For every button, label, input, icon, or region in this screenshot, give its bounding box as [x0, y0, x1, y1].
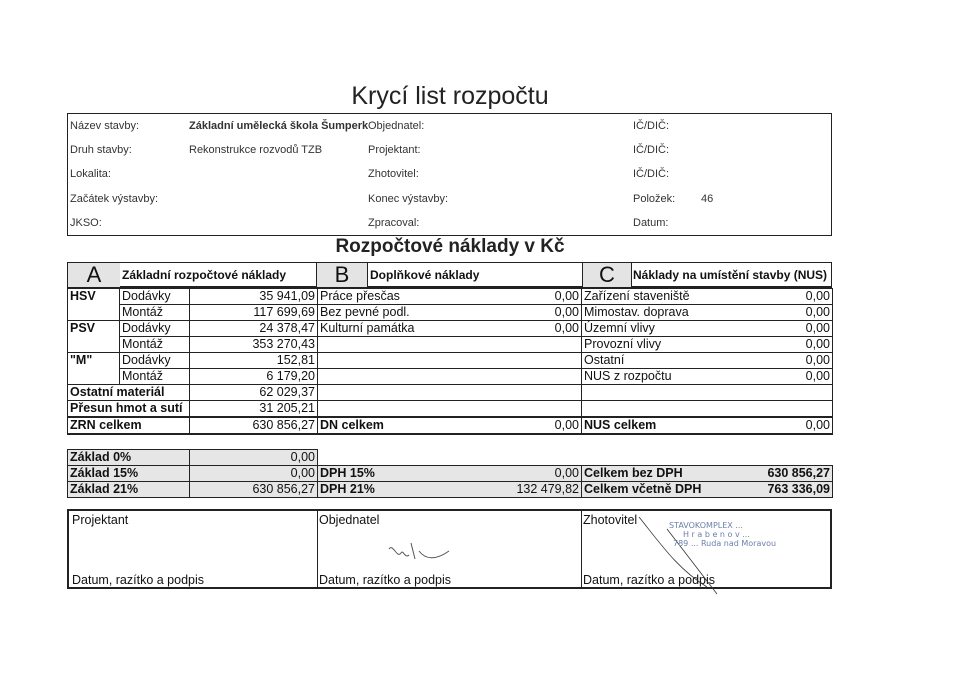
zhotovitel-signature-title: Zhotovitel: [583, 513, 638, 527]
b-value: 0,00: [450, 305, 582, 321]
jkso-label: JKSO:: [70, 217, 102, 229]
objednatel-signature-title: Objednatel: [319, 513, 380, 527]
costs-subtitle: Rozpočtové náklady v Kč: [335, 236, 565, 257]
zaklad0-label: Základ 0%: [68, 450, 190, 466]
dph21-label: DPH 21%: [318, 482, 450, 498]
table-row: [68, 401, 833, 418]
vcetne-dph-label: Celkem včetně DPH: [582, 482, 708, 498]
bez-dph-value: 630 856,27: [708, 466, 833, 482]
c-label: Zařízení staveniště: [582, 289, 664, 305]
table-row: [68, 482, 833, 498]
c-value: 0,00: [664, 305, 833, 321]
zhotovitel-label: Zhotovitel:: [368, 168, 419, 180]
page-title: Krycí list rozpočtu: [351, 82, 549, 110]
b-label: [318, 337, 450, 353]
signature-section: [67, 509, 832, 589]
b-value: [450, 337, 582, 353]
b-value: [450, 353, 582, 369]
table-row: [68, 337, 833, 353]
tax-table: [67, 449, 833, 498]
objednatel-signature-footer: Datum, razítko a podpis: [319, 573, 452, 587]
table-row: [68, 385, 833, 401]
row-label: Montáž: [120, 337, 190, 353]
c-value: 0,00: [664, 353, 833, 369]
row-label: Montáž: [120, 305, 190, 321]
section-b-letter: B: [316, 263, 368, 287]
presun-label: Přesun hmot a sutí: [68, 401, 190, 418]
zaklad21-label: Základ 21%: [68, 482, 190, 498]
zhotovitel-signature-footer: Datum, razítko a podpis: [583, 573, 716, 587]
dn-label: DN celkem: [318, 417, 450, 434]
presun-value: 31 205,21: [190, 401, 318, 418]
section-b-label: Doplňkové náklady: [370, 268, 480, 282]
table-row: [68, 466, 833, 482]
group-label: [68, 369, 120, 385]
zaklad0-value: 0,00: [190, 450, 318, 466]
c-value: 0,00: [664, 289, 833, 305]
nus-label: NUS celkem: [582, 417, 664, 434]
handwritten-signature: [385, 529, 455, 569]
polozek-label: Položek:: [633, 193, 676, 205]
c-label: Mimostav. doprava: [582, 305, 664, 321]
nazev-value: Základní umělecká škola Šumperk: [189, 120, 369, 132]
zaklad15-value: 0,00: [190, 466, 318, 482]
row-label: Dodávky: [120, 321, 190, 337]
b-label: Kulturní památka: [318, 321, 450, 337]
header-box: [67, 113, 832, 236]
zaklad15-label: Základ 15%: [68, 466, 190, 482]
datum-label: Datum:: [633, 217, 669, 229]
konec-label: Konec výstavby:: [368, 193, 449, 205]
zrn-value: 630 856,27: [190, 417, 318, 434]
table-row: [68, 305, 833, 321]
druh-value: Rekonstrukce rozvodů TZB: [189, 144, 323, 156]
zrn-label: ZRN celkem: [68, 417, 190, 434]
c-label: NUS z rozpočtu: [582, 369, 664, 385]
objednatel-label: Objednatel:: [368, 120, 425, 132]
row-value: 353 270,43: [190, 337, 318, 353]
lokalita-label: Lokalita:: [70, 168, 111, 180]
cost-table: [67, 288, 833, 435]
ico1-label: IČ/DIČ:: [633, 120, 670, 132]
b-value: [450, 369, 582, 385]
row-value: 35 941,09: [190, 289, 318, 305]
totals-row: [68, 417, 833, 434]
b-value: 0,00: [450, 321, 582, 337]
b-label: Bez pevné podl.: [318, 305, 450, 321]
section-header-row: [67, 262, 832, 288]
stamp-line: STAVOKOMPLEX ...: [669, 521, 743, 530]
ico2-label: IČ/DIČ:: [633, 144, 670, 156]
c-label: Územní vlivy: [582, 321, 664, 337]
zacatek-label: Začátek výstavby:: [70, 193, 159, 205]
row-label: Dodávky: [120, 289, 190, 305]
druh-label: Druh stavby:: [70, 144, 132, 156]
table-row: [68, 450, 833, 466]
projektant-signature-footer: Datum, razítko a podpis: [72, 573, 205, 587]
dph21-value: 132 479,82: [450, 482, 582, 498]
c-label: Provozní vlivy: [582, 337, 664, 353]
section-c-letter: C: [582, 263, 632, 287]
row-value: 24 378,47: [190, 321, 318, 337]
section-a-label: Základní rozpočtové náklady: [122, 268, 287, 282]
row-label: Dodávky: [120, 353, 190, 369]
polozek-value: 46: [701, 193, 714, 205]
c-value: 0,00: [664, 369, 833, 385]
stamp-line: 789 ... Ruda nad Moravou: [673, 539, 777, 548]
table-row: [68, 321, 833, 337]
table-row: [68, 353, 833, 369]
dph15-value: 0,00: [450, 466, 582, 482]
group-label: [68, 337, 120, 353]
c-value: 0,00: [664, 337, 833, 353]
section-c-label: Náklady na umístění stavby (NUS): [633, 268, 828, 282]
table-row: [68, 369, 833, 385]
section-a-letter: A: [68, 263, 120, 287]
c-value: 0,00: [664, 321, 833, 337]
b-label: Práce přesčas: [318, 289, 450, 305]
dn-value: 0,00: [450, 417, 582, 434]
ico3-label: IČ/DIČ:: [633, 168, 670, 180]
ostatni-label: Ostatní materiál: [68, 385, 190, 401]
nus-value: 0,00: [664, 417, 833, 434]
ostatni-value: 62 029,37: [190, 385, 318, 401]
row-value: 117 699,69: [190, 305, 318, 321]
c-label: Ostatní: [582, 353, 664, 369]
bez-dph-label: Celkem bez DPH: [582, 466, 708, 482]
row-label: Montáž: [120, 369, 190, 385]
group-label: PSV: [68, 321, 120, 337]
dph15-label: DPH 15%: [318, 466, 450, 482]
projektant-label: Projektant:: [368, 144, 421, 156]
group-label: [68, 305, 120, 321]
nazev-label: Název stavby:: [70, 120, 140, 132]
group-label: HSV: [68, 289, 120, 305]
group-label: "M": [68, 353, 120, 369]
b-label: [318, 353, 450, 369]
stamp-line: H r a b e n o v ...: [683, 530, 750, 539]
b-value: 0,00: [450, 289, 582, 305]
table-row: [68, 289, 833, 305]
row-value: 152,81: [190, 353, 318, 369]
vcetne-dph-value: 763 336,09: [708, 482, 833, 498]
b-label: [318, 369, 450, 385]
zpracoval-label: Zpracoval:: [368, 217, 420, 229]
company-stamp: [669, 521, 809, 548]
zaklad21-value: 630 856,27: [190, 482, 318, 498]
row-value: 6 179,20: [190, 369, 318, 385]
projektant-signature-title: Projektant: [72, 513, 129, 527]
